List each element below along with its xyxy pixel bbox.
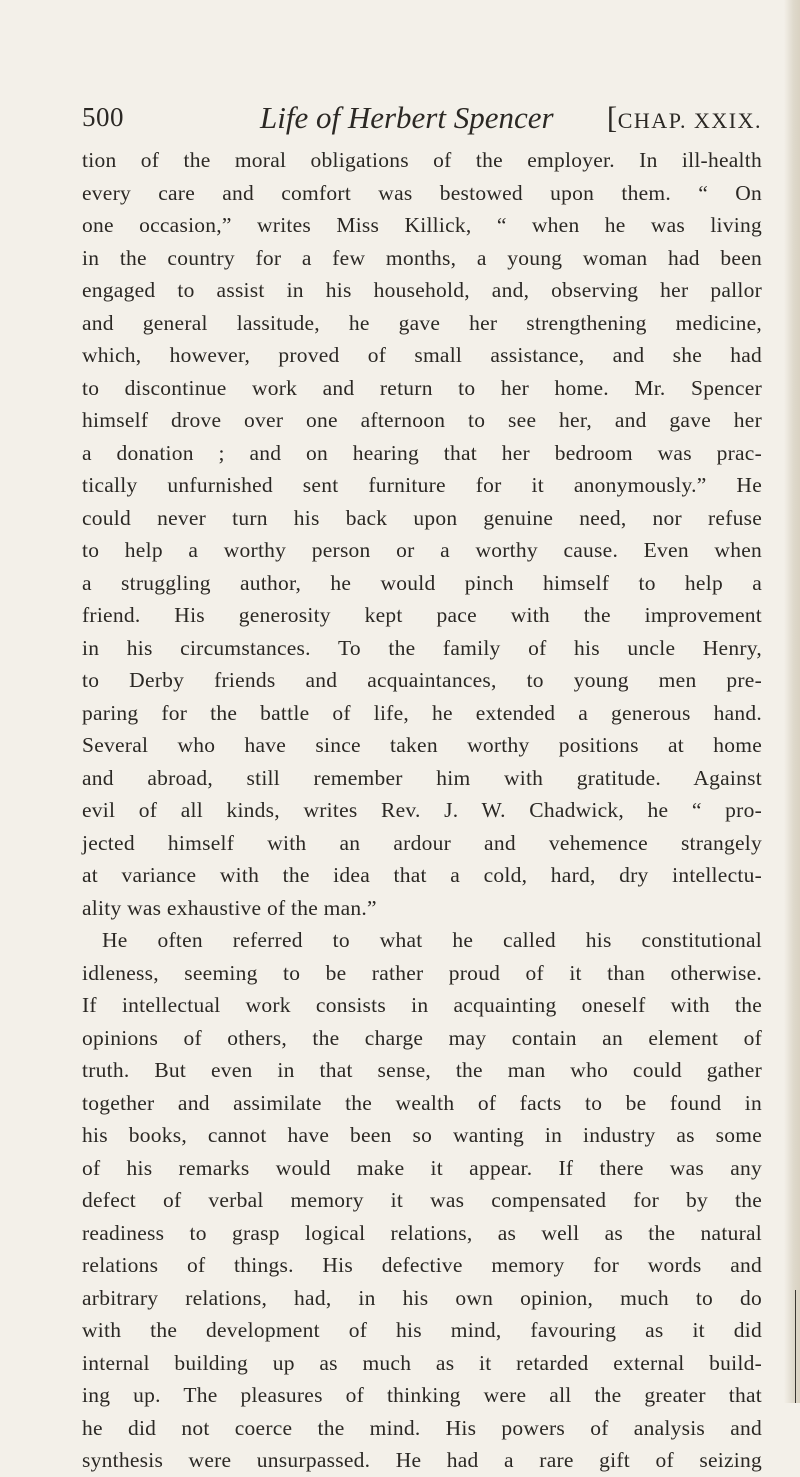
text-line: which, however, proved of small assistance, and she had [82,343,762,367]
text-line: with the development of his mind, favouring as it did [82,1318,762,1342]
text-line: he did not coerce the mind. His powers of analysis and [82,1415,762,1440]
chapter-label: CHAP. XXIX. [617,108,762,133]
text-line: ing up. The pleasures of thinking were all the greater that [82,1383,762,1407]
text-line: readiness to grasp logical relations, as well as the natural [82,1220,762,1245]
text-line: in the country for a few months, a young woman had been [82,245,762,270]
text-line: of his remarks would make it appear. If there was any [82,1155,762,1180]
page-number: 500 [82,102,124,132]
text-line: synthesis were unsurpassed. He had a rare gift of seizing [82,1448,762,1472]
text-line: If intellectual work consists in acquainting oneself with the [82,993,762,1017]
text-line: internal building up as much as it retarded external build- [82,1350,762,1375]
text-line: at variance with the idea that a cold, hard, dry intellectu- [82,863,762,887]
text-line: engaged to assist in his household, and, observing her pallor [82,278,762,302]
body-text [82,144,762,1477]
text-line: tically unfurnished sent furniture for it anonymously.” He [82,473,762,497]
paragraph-start-line: He often referred to what he called his constitutional [102,928,762,952]
paragraph-end-line: ality was exhaustive of the man.” [82,895,377,920]
text-line: relations of things. His defective memory for words and [82,1253,762,1277]
text-line: opinions of others, the charge may contain an element of [82,1025,762,1050]
text-line: idleness, seeming to be rather proud of it than otherwise. [82,960,762,985]
text-line: tion of the moral obligations of the employer. In ill-health [82,148,762,172]
text-line: evil of all kinds, writes Rev. J. W. Chadwick, he “ pro- [82,798,762,822]
text-line: to help a worthy person or a worthy cause. Even when [82,538,762,562]
page-edge-shadow [784,0,800,1403]
text-line: a struggling author, he would pinch himself to help a [82,570,762,595]
text-line: one occasion,” writes Miss Killick, “ when he was living [82,213,762,237]
text-line: every care and comfort was bestowed upon them. “ On [82,180,762,205]
text-line: himself drove over one afternoon to see her, and gave her [82,408,762,432]
text-line: arbitrary relations, had, in his own opinion, much to do [82,1285,762,1310]
text-line: a donation ; and on hearing that her bedroom was prac- [82,440,762,465]
text-line: defect of verbal memory it was compensated for by the [82,1188,762,1212]
chapter-reference [607,100,762,136]
text-line: truth. But even in that sense, the man who could gather [82,1058,762,1082]
page-header [82,100,762,140]
chapter-bracket: [ [606,100,618,135]
text-line: jected himself with an ardour and vehemence strangely [82,830,762,855]
text-line: in his circumstances. To the family of his uncle Henry, [82,635,762,660]
text-line: could never turn his back upon genuine need, nor refuse [82,505,762,530]
text-line: his books, cannot have been so wanting in industry as some [82,1123,762,1147]
text-line: Several who have since taken worthy positions at home [82,733,762,757]
text-line: and general lassitude, he gave her strengthening medicine, [82,310,762,335]
text-line: friend. His generosity kept pace with the improvement [82,603,762,627]
text-line: to Derby friends and acquaintances, to young men pre- [82,668,762,692]
running-title: Life of Herbert Spencer [260,100,554,135]
page-edge-line [795,1290,796,1403]
text-line: and abroad, still remember him with gratitude. Against [82,765,762,790]
text-line: together and assimilate the wealth of facts to be found in [82,1090,762,1115]
text-line: paring for the battle of life, he extended a generous hand. [82,700,762,725]
text-line: to discontinue work and return to her home. Mr. Spencer [82,375,762,400]
